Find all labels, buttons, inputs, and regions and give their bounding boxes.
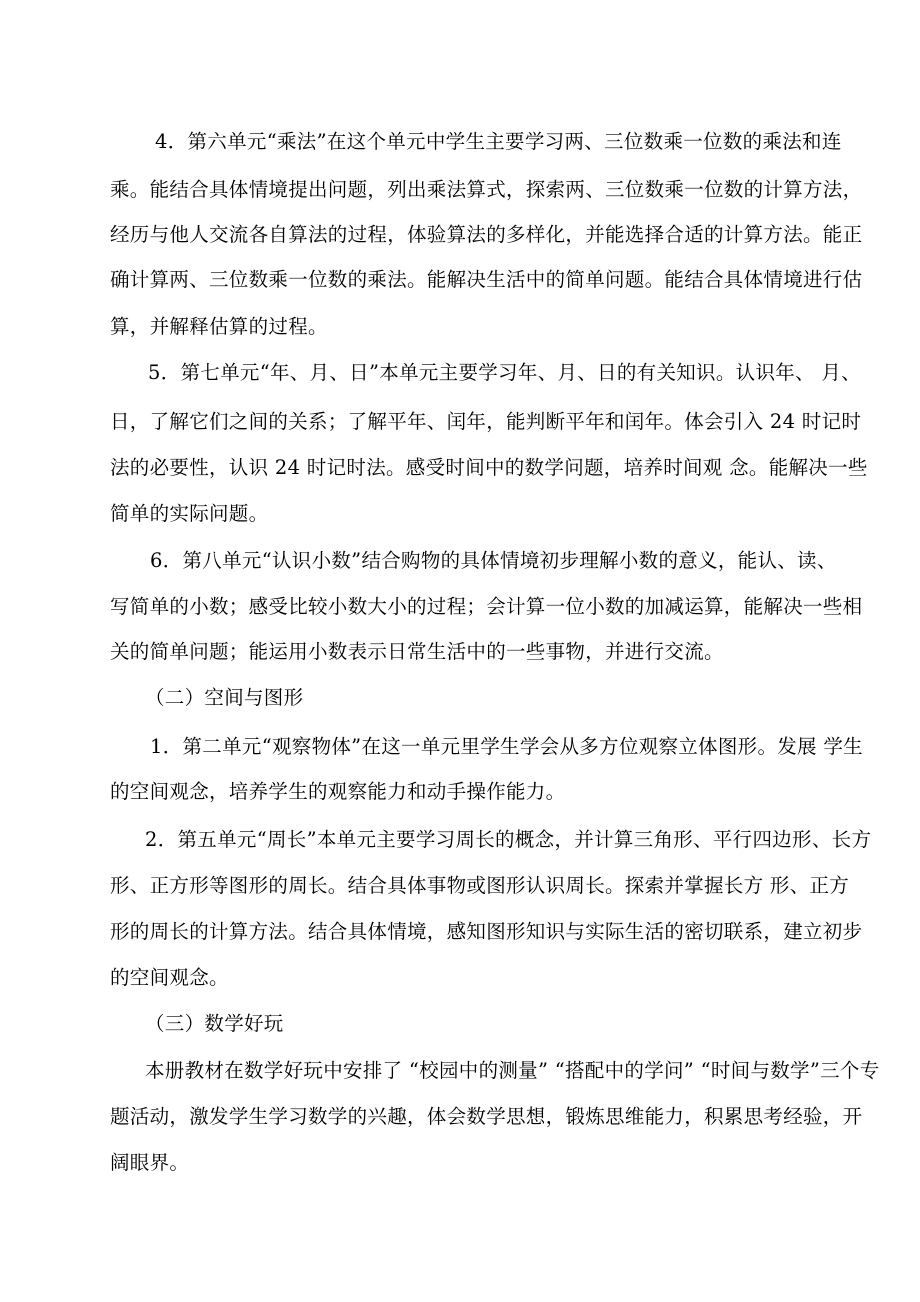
paragraph-line: 关的简单问题；能运用小数表示日常生活中的一些事物，并进行交流。	[110, 640, 724, 663]
paragraph-line: 5．第七单元“年、月、日”本单元主要学习年、月、日的有关知识。认识年、 月、	[148, 361, 861, 384]
paragraph-line: 的空间观念。	[110, 966, 229, 989]
paragraph-line: 法的必要性，认识 24 时记时法。感受时间中的数学问题，培养时间观 念。能解决一些	[110, 456, 868, 479]
paragraph-line: 的空间观念，培养学生的观察能力和动手操作能力。	[110, 780, 566, 803]
paragraph-line: 确计算两、三位数乘一位数的乘法。能解决生活中的简单问题。能结合具体情境进行估	[110, 268, 863, 291]
paragraph-line: 阔眼界。	[110, 1151, 190, 1174]
paragraph-line: 经历与他人交流各自算法的过程，体验算法的多样化，并能选择合适的计算方法。能正	[110, 223, 863, 246]
section-heading: （三）数学好玩	[145, 1012, 284, 1035]
paragraph-line: 写简单的小数；感受比较小数大小的过程；会计算一位小数的加减运算，能解决一些相	[110, 595, 863, 618]
paragraph-line: 1．第二单元“观察物体”在这一单元里学生学会从多方位观察立体图形。发展 学生	[150, 735, 863, 758]
paragraph-line: 日，了解它们之间的关系；了解平年、闰年，能判断平年和闰年。体会引入 24 时记时	[110, 410, 862, 433]
paragraph-line: 算，并解释估算的过程。	[110, 315, 328, 338]
paragraph-line: 形、正方形等图形的周长。结合具体事物或图形认识周长。探索并掌握长方 形、正方	[110, 874, 850, 897]
paragraph-line: 本册教材在数学好玩中安排了 “校园中的测量” “搭配中的学问” “时间与数学”三个专	[145, 1059, 880, 1082]
paragraph-line: 题活动，激发学生学习数学的兴趣，体会数学思想，锻炼思维能力，积累思考经验，开	[110, 1105, 863, 1128]
paragraph-line: 2．第五单元“周长”本单元主要学习周长的概念，并计算三角形、平行四边形、长方	[145, 828, 872, 851]
paragraph-line: 4．第六单元“乘法”在这个单元中学生主要学习两、三位数乘一位数的乘法和连	[155, 130, 842, 153]
paragraph-line: 形的周长的计算方法。结合具体情境，感知图形知识与实际生活的密切联系，建立初步	[110, 920, 863, 943]
paragraph-line: 乘。能结合具体情境提出问题，列出乘法算式，探索两、三位数乘一位数的计算方法，	[110, 178, 863, 201]
section-heading: （二）空间与图形	[145, 686, 304, 709]
paragraph-line: 6．第八单元“认识小数”结合购物的具体情境初步理解小数的意义，能认、读、	[150, 549, 837, 572]
paragraph-line: 简单的实际问题。	[110, 502, 269, 525]
